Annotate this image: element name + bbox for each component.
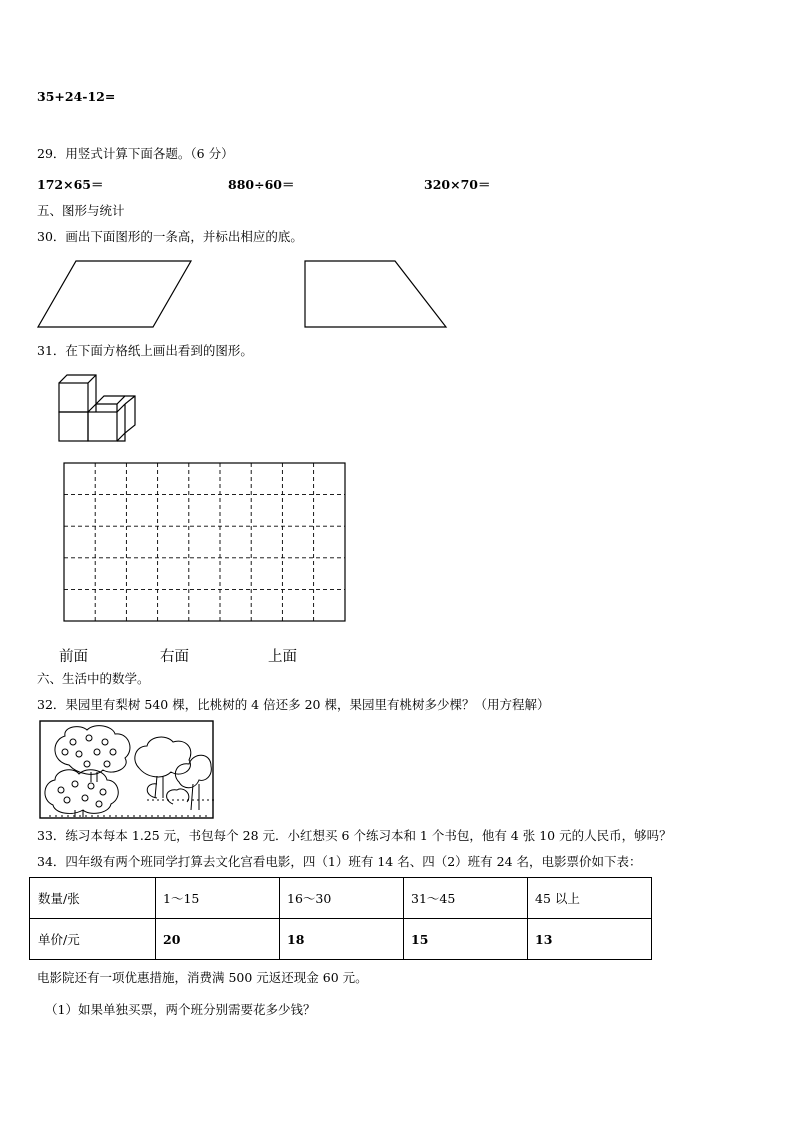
trapezoid-figure (303, 259, 453, 329)
label-top-view: 上面 (268, 649, 297, 665)
section-5-heading: 五、图形与统计 (37, 203, 125, 218)
section-6-heading: 六、生活中的数学。 (37, 671, 150, 686)
table-cell: 31～45 (404, 878, 528, 919)
table-cell: 13 (528, 919, 652, 960)
question-30: 30．画出下面图形的一条高，并标出相应的底。 (37, 229, 303, 244)
label-front-view: 前面 (59, 649, 88, 665)
table-cell: 单价/元 (30, 919, 156, 960)
question-32: 32．果园里有梨树 540 棵，比桃树的 4 倍还多 20 棵，果园里有桃树多少棵？（用方程解） (37, 697, 550, 712)
discount-note: 电影院还有一项优惠措施，消费满 500 元返还现金 60 元。 (37, 970, 368, 985)
question-34-part-1: （1）如果单独买票，两个班分别需要花多少钱？ (45, 1002, 316, 1017)
cube-stack-figure (56, 372, 146, 452)
table-cell: 45 以上 (528, 878, 652, 919)
question-34: 34．四年级有两个班同学打算去文化宫看电影，四（1）班有 14 名、四（2）班有 24 名，电影票价如下表： (37, 854, 642, 869)
table-cell: 18 (280, 919, 404, 960)
table-row (30, 919, 652, 960)
table-cell: 20 (156, 919, 280, 960)
table-cell: 15 (404, 919, 528, 960)
table-cell: 16～30 (280, 878, 404, 919)
question-33: 33．练习本每本 1.25 元，书包每个 28 元．小红想买 6 个练习本和 1 个书包，他有 4 张 10 元的人民币，够吗？ (37, 828, 672, 843)
table-cell: 数量/张 (30, 878, 156, 919)
question-31: 31．在下面方格纸上画出看到的图形。 (37, 343, 253, 358)
label-right-view: 右面 (160, 649, 189, 665)
expression-35-24-12: 35+24-12= (37, 89, 116, 104)
q29-item-a: 172×65＝ (37, 177, 104, 192)
table-cell: 1～15 (156, 878, 280, 919)
question-29: 29．用竖式计算下面各题。（6 分） (37, 146, 234, 161)
table-row (30, 878, 652, 919)
q29-item-b: 880÷60＝ (228, 177, 295, 192)
parallelogram-figure (36, 259, 196, 329)
orchard-illustration (39, 720, 215, 820)
ticket-price-table (29, 877, 652, 960)
grid-paper (63, 462, 347, 624)
q29-item-c: 320×70＝ (424, 177, 491, 192)
